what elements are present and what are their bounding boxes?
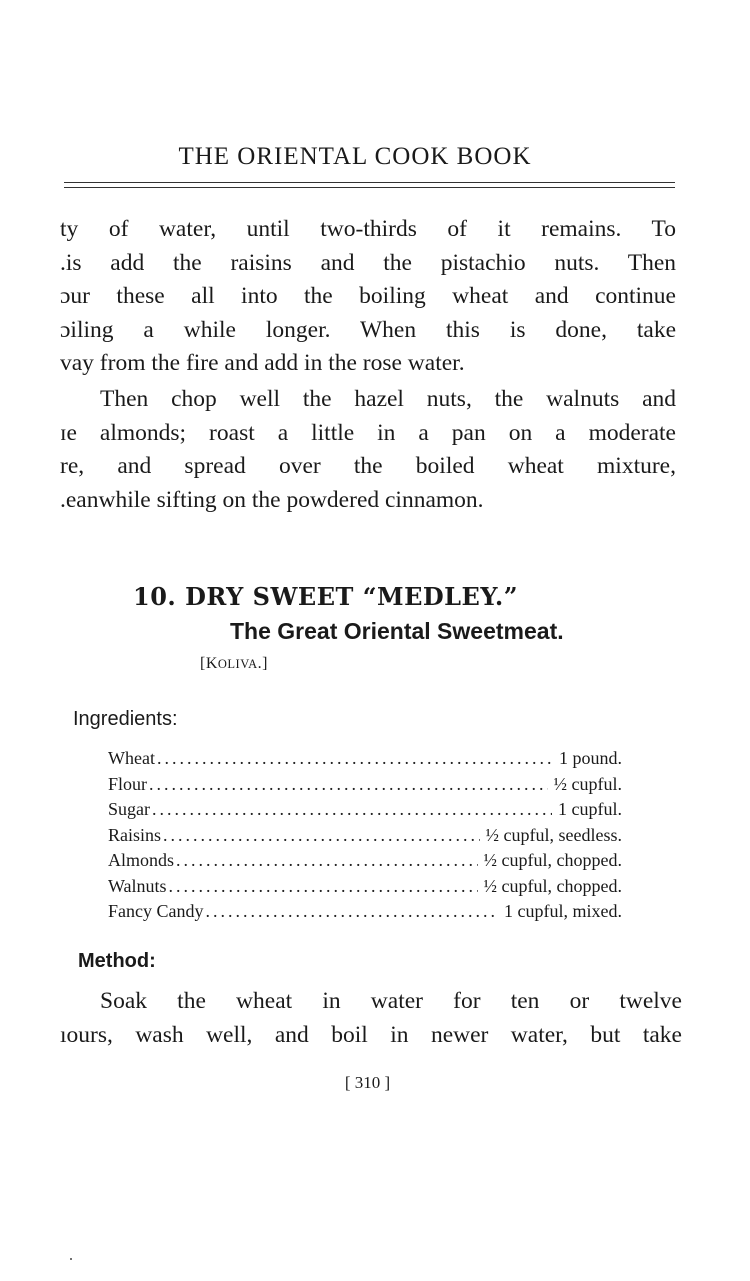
text-line: re, and spread over the boiled wheat mixture, <box>60 453 676 479</box>
ingredient-quantity: ½ cupful, chopped. <box>483 875 622 896</box>
ingredient-row <box>108 772 622 798</box>
paragraph-nuts <box>60 383 676 517</box>
ingredient-row <box>108 874 622 900</box>
ingredient-row <box>108 746 622 772</box>
ingredient-quantity: ½ cupful, seedless. <box>485 824 622 845</box>
ingredient-quantity: 1 cupful. <box>558 799 622 819</box>
ingredient-quantity: 1 cupful, mixed. <box>504 901 622 921</box>
dot-leader <box>152 797 552 823</box>
ingredient-name: Walnuts <box>108 875 167 896</box>
method-paragraph <box>60 985 682 1052</box>
running-title: THE ORIENTAL COOK BOOK <box>178 143 532 170</box>
text-line: Soak the wheat in water for ten or twelve <box>100 988 682 1014</box>
alt-open: [K <box>200 655 218 672</box>
ingredient-quantity: ½ cupful, chopped. <box>483 850 622 870</box>
ingredient-row <box>108 823 622 849</box>
recipe-title: 10. DRY SWEET “MEDLEY.” <box>133 582 519 611</box>
ingredients-heading: Ingredients: <box>73 708 178 730</box>
page-number: [ 310 ] <box>344 1073 391 1092</box>
ingredient-name: Wheat <box>108 748 155 768</box>
text-line: .is add the raisins and the pistachio nuts. Then <box>60 249 676 276</box>
header-rule-top <box>64 182 675 183</box>
alt-smallcaps: OLIVA <box>217 657 258 671</box>
text-line: ɔur these all into the boiling wheat and continue <box>60 283 676 309</box>
text-line: Then chop well the hazel nuts, the walnuts and <box>100 386 676 412</box>
ingredient-row <box>108 797 622 823</box>
recipe-alt-name <box>200 655 268 673</box>
ingredient-row <box>108 848 622 874</box>
text-line: ty of water, until two-thirds of it remains. To <box>60 216 676 242</box>
dot-leader <box>157 746 553 772</box>
dot-leader <box>163 823 480 849</box>
recipe-subtitle: The Great Oriental Sweetmeat. <box>230 618 564 644</box>
method-heading: Method: <box>78 950 156 972</box>
dot-leader <box>169 874 478 900</box>
ingredient-quantity: ½ cupful. <box>553 773 622 794</box>
header-rule-bottom <box>64 187 675 188</box>
alt-close: .] <box>257 655 268 672</box>
ingredient-quantity: 1 pound. <box>559 748 622 768</box>
ingredients-list <box>108 746 622 925</box>
ingredient-name: Fancy Candy <box>108 901 204 921</box>
text-line: vay from the fire and add in the rose water. <box>60 350 465 376</box>
text-line: ɔiling a while longer. When this is done, take <box>60 316 676 343</box>
print-speck <box>70 1258 72 1260</box>
ingredient-name: Almonds <box>108 850 175 870</box>
dot-leader <box>149 772 548 798</box>
text-line: ɪe almonds; roast a little in a pan on a moderate <box>60 419 676 446</box>
dot-leader <box>176 848 478 874</box>
dot-leader <box>205 899 498 925</box>
paragraph-continuation <box>60 213 676 381</box>
text-line: .eanwhile sifting on the powdered cinnamon. <box>60 486 484 513</box>
ingredient-name: Sugar <box>108 799 150 819</box>
ingredient-name: Raisins <box>108 824 162 845</box>
ingredient-name: Flour <box>108 773 148 794</box>
ingredient-row <box>108 899 622 925</box>
text-line: ıours, wash well, and boil in newer water, but take <box>60 1021 682 1048</box>
